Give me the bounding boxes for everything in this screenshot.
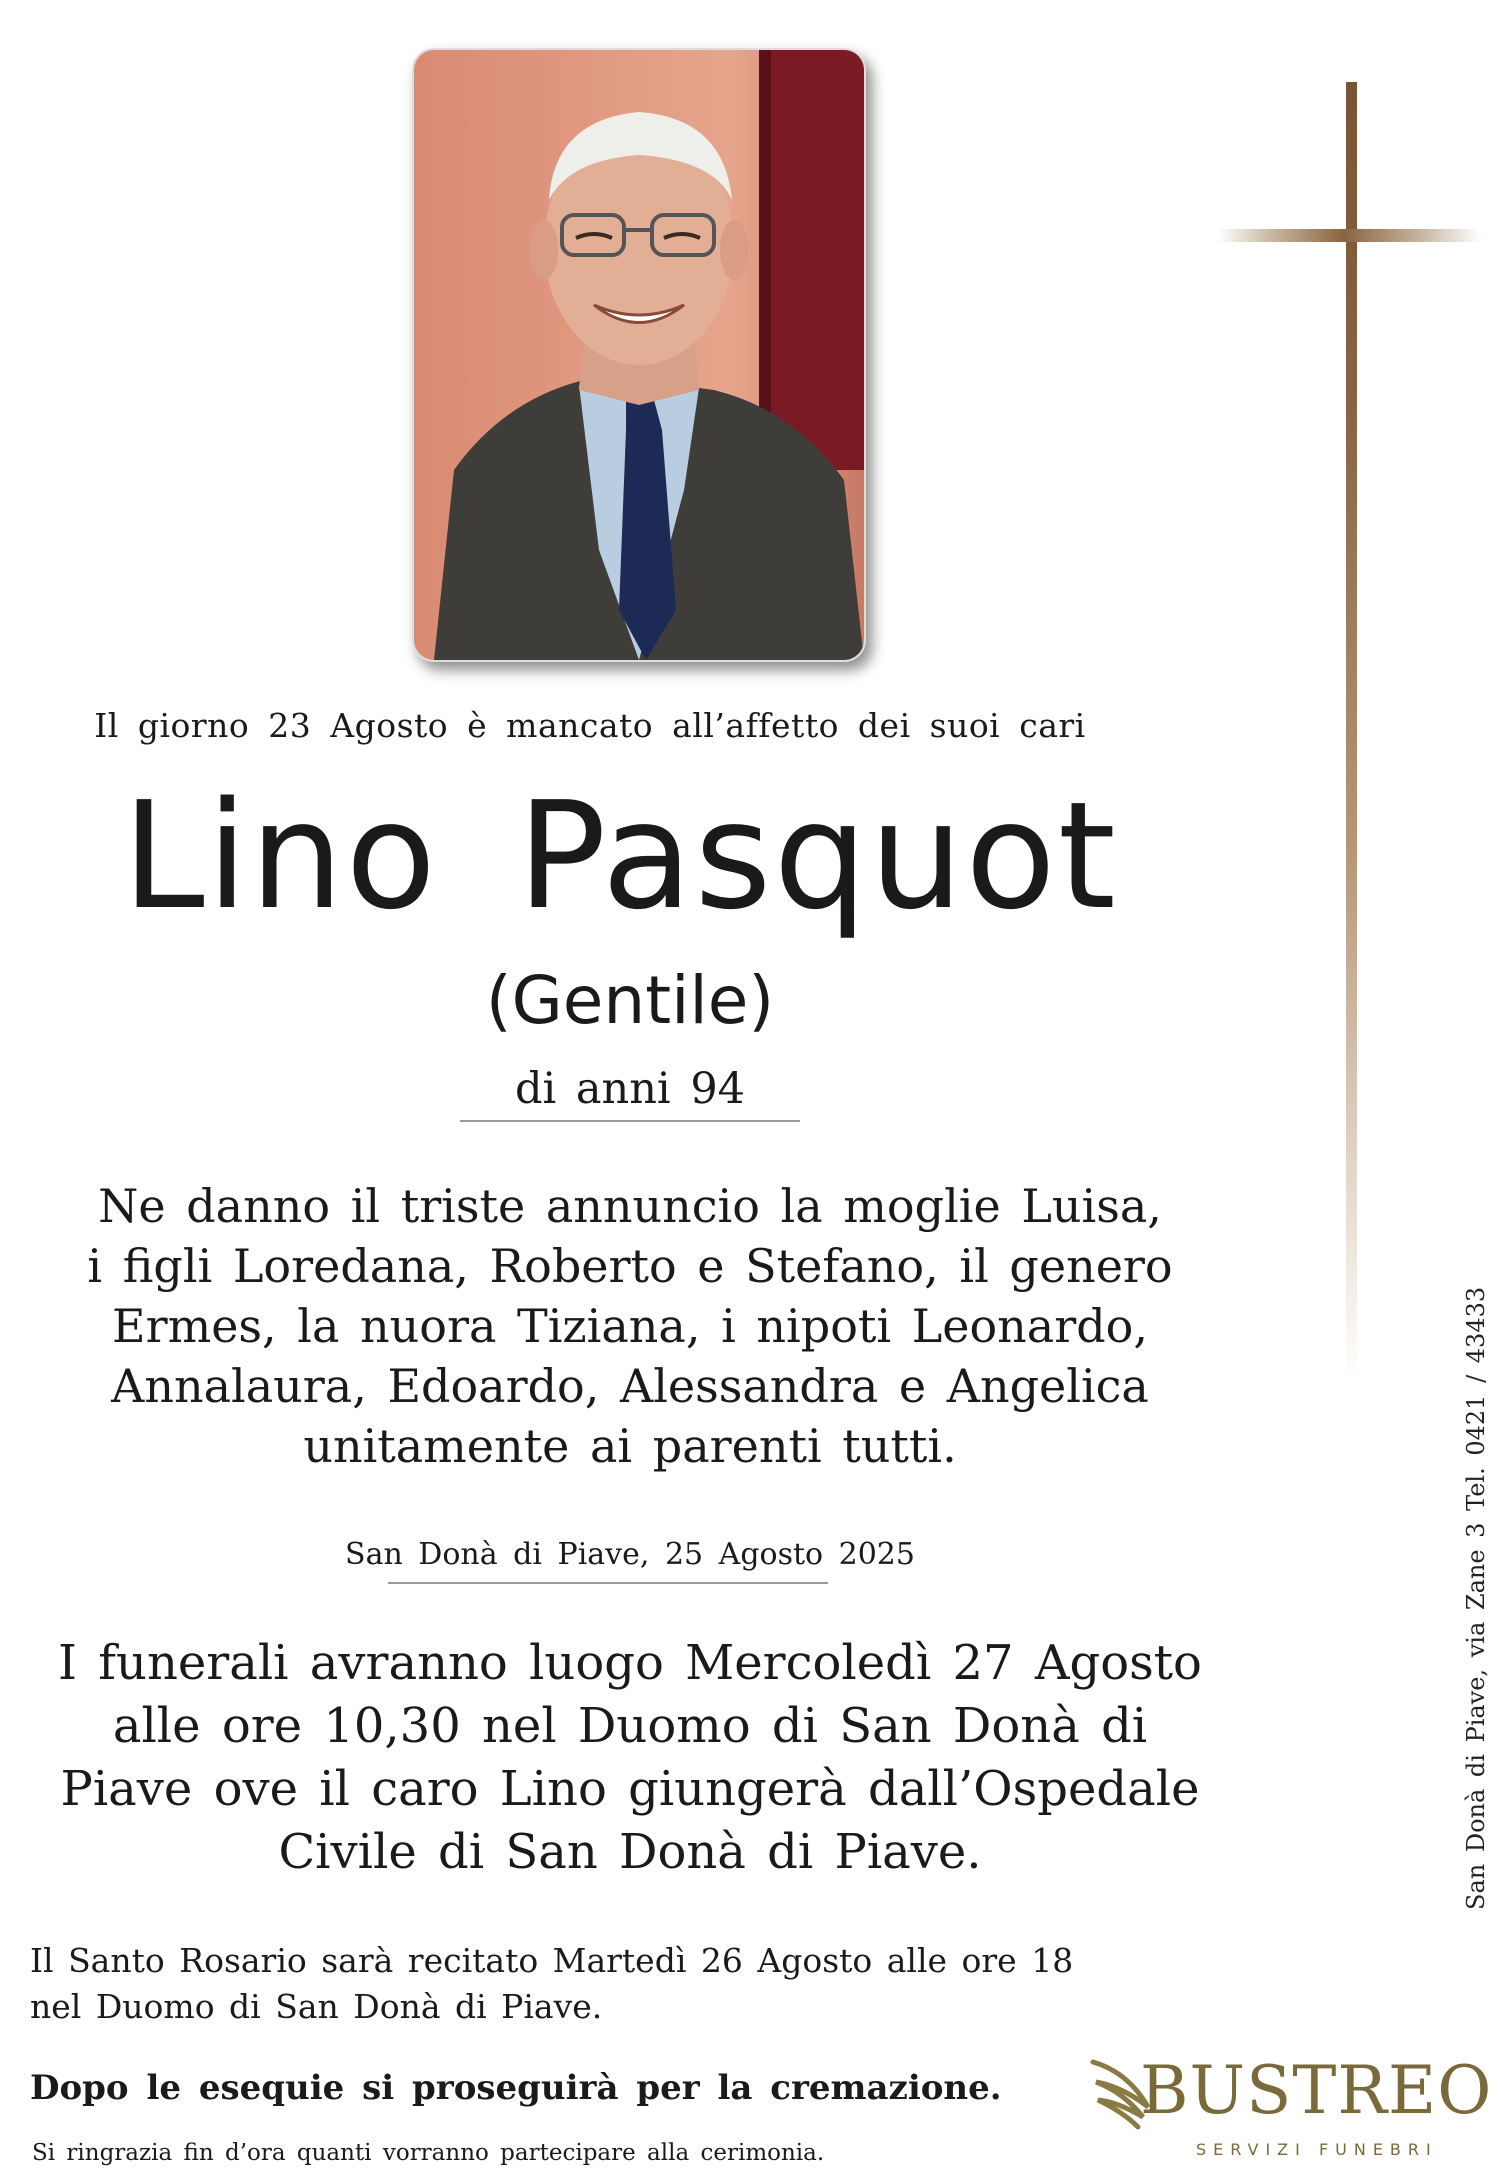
funeral-line: Civile di San Donà di Piave.: [278, 1824, 982, 1880]
announcement-line: Ne danno il triste annuncio la moglie Luisa,: [98, 1179, 1162, 1233]
announcement-text: [40, 1176, 1220, 1476]
cremation-note: Dopo le esequie si proseguirà per la cremazione.: [30, 2068, 1002, 2108]
funeral-line: alle ore 10,30 nel Duomo di San Donà di: [112, 1698, 1148, 1754]
funeral-line: Piave ove il caro Lino giungerà dall’Ospedale: [60, 1761, 1200, 1817]
cross-horizontal-bar: [1218, 229, 1481, 242]
rosary-details: [30, 1938, 1210, 2030]
funeral-line: I funerali avranno luogo Mercoledì 27 Agosto: [58, 1635, 1202, 1691]
rosary-line: Il Santo Rosario sarà recitato Martedì 26 Agosto alle ore 18: [30, 1941, 1074, 1980]
announcement-line: Ermes, la nuora Tiziana, i nipoti Leonardo,: [112, 1299, 1148, 1353]
rosary-line: nel Duomo di San Donà di Piave.: [30, 1987, 603, 2026]
announcement-line: unitamente ai parenti tutti.: [303, 1419, 957, 1473]
deceased-age: di anni 94: [514, 1064, 746, 1114]
age-divider: [460, 1120, 800, 1122]
agency-logo-subtitle: SERVIZI FUNEBRI: [1196, 2140, 1438, 2159]
portrait-illustration: [414, 50, 864, 660]
funeral-details: [20, 1632, 1240, 1884]
agency-contact: San Donà di Piave, via Zane 3 Tel. 0421 / 43433: [1462, 1286, 1490, 1910]
agency-logo-name: BUSTREO: [1140, 2052, 1493, 2129]
deceased-name: Lino Pasquot: [122, 770, 1118, 942]
date-divider: [388, 1582, 828, 1584]
place-date: San Donà di Piave, 25 Agosto 2025: [345, 1537, 915, 1572]
intro-line: Il giorno 23 Agosto è mancato all’affetto dei suoi cari: [94, 706, 1086, 745]
thanks-note: Si ringrazia fin d’ora quanti vorranno partecipare alla cerimonia.: [32, 2140, 825, 2166]
announcement-line: Annalaura, Edoardo, Alessandra e Angelica: [111, 1359, 1149, 1413]
cross-vertical-bar: [1346, 82, 1357, 1382]
deceased-nickname: (Gentile): [485, 962, 775, 1039]
announcement-line: i figli Loredana, Roberto e Stefano, il genero: [87, 1239, 1173, 1293]
portrait-photo: [412, 48, 866, 662]
